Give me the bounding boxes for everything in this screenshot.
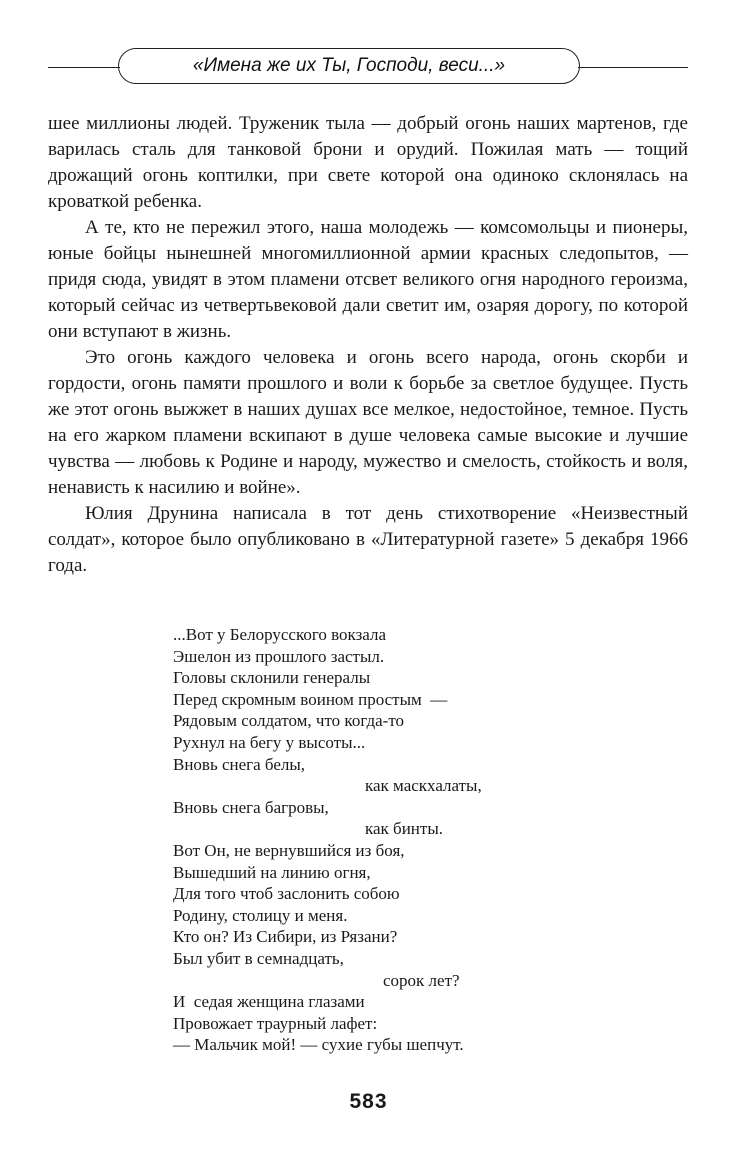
running-title: «Имена же их Ты, Господи, веси...»	[118, 48, 580, 84]
page-number: 583	[349, 1090, 388, 1113]
poem-line: Для того чтоб заслонить собою	[173, 884, 400, 904]
poem-line: Вновь снега багровы,	[173, 797, 329, 817]
paragraph-1: шее миллионы людей. Труженик тыла — добрый огонь наших мартенов, где варилась сталь для танковой брони и орудий. Пожилая мать — тощий дрожащий огонь коптилки, при свете которой она одиноко склонялась на кроваткой ребенка.	[48, 113, 688, 212]
paragraph-2: А те, кто не пережил этого, наша молодежь — комсомольцы и пионеры, юные бойцы нынешней многомиллионной армии красных следопытов, — придя сюда, увидят в этом пламени отсвет великого огня народного героизма, который сейчас из четвертьвековой дали светит им, озаряя дорогу, по которой они вступают в жизнь.	[48, 217, 688, 342]
poem	[173, 624, 603, 1056]
poem-line: Кто он? Из Сибири, из Рязани?	[173, 927, 398, 947]
poem-line: Вновь снега белы,	[173, 754, 306, 774]
paragraph-4: Юлия Друнина написала в тот день стихотворение «Неизвестный солдат», которое было опубликовано в «Литературной газете» 5 декабря 1966 года.	[48, 503, 688, 576]
poem-line: Перед скромным воином простым —	[173, 689, 448, 709]
header-rule-right	[578, 67, 688, 68]
poem-line: как бинты.	[365, 819, 444, 839]
poem-line: как маскхалаты,	[365, 776, 482, 796]
poem-line: И седая женщина глазами	[173, 992, 365, 1012]
poem-line: Провожает траурный лафет:	[173, 1013, 378, 1033]
poem-line: сорок лет?	[383, 970, 460, 990]
poem-line: — Мальчик мой! — сухие губы шепчут.	[173, 1035, 464, 1055]
header-rule-left	[48, 67, 120, 68]
poem-line: Вот Он, не вернувшийся из боя,	[173, 840, 405, 860]
poem-line: Был убит в семнадцать,	[173, 948, 344, 968]
poem-line: Головы склонили генералы	[173, 668, 371, 688]
poem-line: Вышедший на линию огня,	[173, 862, 371, 882]
poem-line: Рядовым солдатом, что когда-то	[173, 711, 405, 731]
poem-line: Рухнул на бегу у высоты...	[173, 732, 366, 752]
running-header	[48, 46, 688, 88]
body-text	[48, 111, 688, 579]
paragraph-3: Это огонь каждого человека и огонь всего народа, огонь скорби и гордости, огонь памяти прошлого и воли к борьбе за светлое будущее. Пусть же этот огонь выжжет в наших душах все мелкое, недостойное, темное. Пусть на его жарком пламени вскипают в душе человека самые высокие и лучшие чувства — любовь к Родине и народу, мужество и смелость, стойкость и воля, ненависть к насилию и войне».	[48, 347, 688, 498]
poem-line: ...Вот у Белорусского вокзала	[173, 625, 387, 644]
poem-line: Родину, столицу и меня.	[173, 905, 348, 925]
poem-line: Эшелон из прошлого застыл.	[173, 646, 385, 666]
